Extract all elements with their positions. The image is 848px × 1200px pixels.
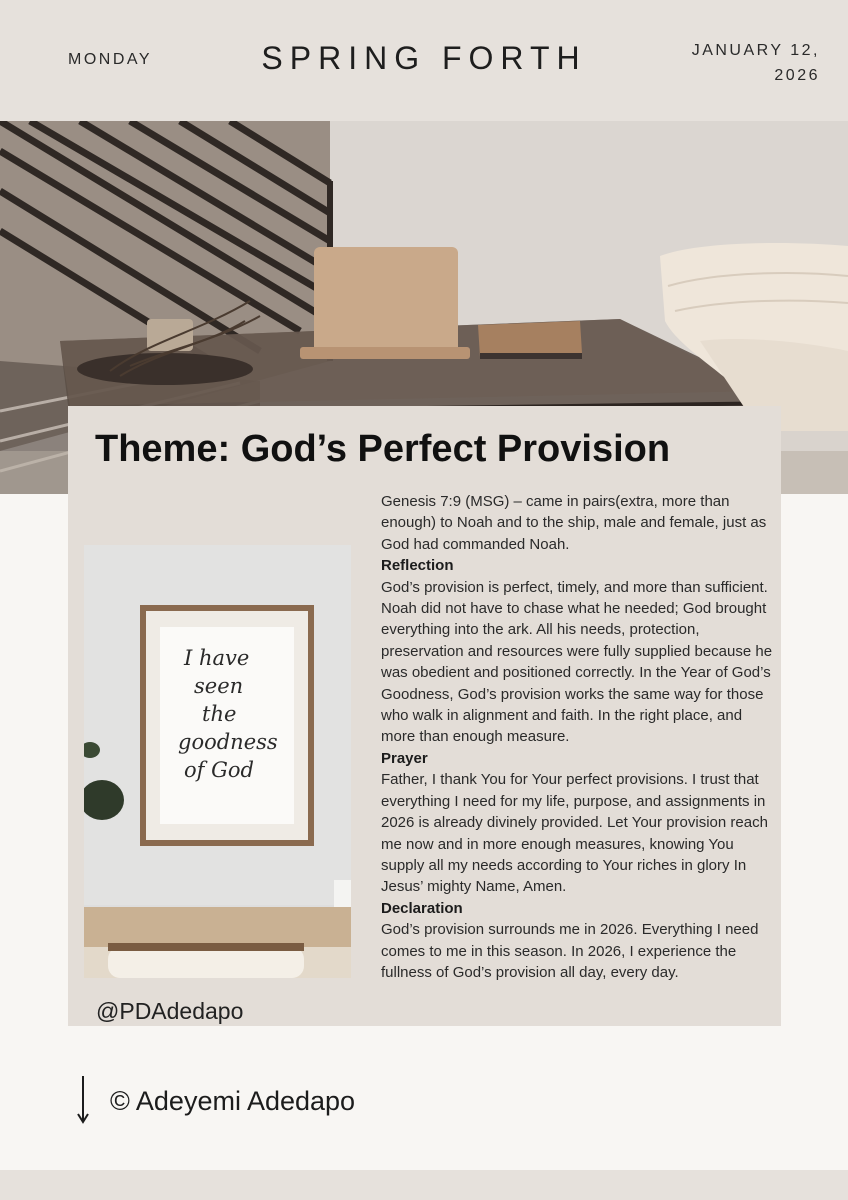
declaration-heading: Declaration: [381, 899, 463, 917]
header-band: [0, 0, 848, 121]
quote-line-5: of God: [184, 758, 254, 782]
footer-band: [0, 1170, 848, 1200]
scripture-text: Genesis 7:9 (MSG) – came in pairs(extra, more than enough) to Noah and to the ship, male and female, just as God had commanded Noah.: [381, 493, 767, 553]
date-line-2: 2026: [774, 67, 820, 84]
quote-line-4: goodness: [178, 730, 278, 754]
date-label: [640, 38, 820, 88]
copyright-text: © Adeyemi Adedapo: [110, 1086, 356, 1116]
prayer-heading: Prayer: [381, 749, 428, 767]
framed-quote-photo-icon: [84, 545, 351, 978]
quote-line-3: the: [202, 702, 237, 726]
date-line-1: JANUARY 12,: [691, 42, 820, 59]
devotional-text: [381, 491, 776, 983]
reflection-heading: Reflection: [381, 557, 454, 575]
quote-line-1: I have: [184, 646, 250, 670]
quote-line-2: seen: [194, 674, 244, 698]
theme-heading: Theme: God’s Perfect Provision: [95, 428, 671, 470]
prayer-text: Father, I thank You for Your perfect provisions. I trust that everything I need for my life, purpose, and assignments in 2026 is already divinely provided. Let Your provision reach me now and in more enough measures, knowing You supply all my needs according to Your riches in glory In Jesus’ mighty Name, Amen.: [381, 771, 768, 896]
day-label: MONDAY: [68, 51, 153, 68]
declaration-text: God’s provision surrounds me in 2026. Everything I need comes to me in this season. In 2026, I experience the fullness of God’s provision all day, every day.: [381, 921, 759, 981]
reflection-text: God’s provision is perfect, timely, and more than sufficient. Noah did not have to chase what he needed; God brought everything into the ark. All his needs, protection, preservation and resources were fully supplied because he was obedient and positioned correctly. In the Year of God’s Goodness, God’s provision works the same way for those who walk in alignment and faith. In the right place, and more than enough measure.: [381, 578, 773, 746]
framed-quote-photo: [84, 545, 351, 978]
author-handle: @PDAdedapo: [96, 998, 244, 1024]
page-title: SPRING FORTH: [261, 40, 587, 76]
arrow-down-icon: [76, 1076, 90, 1124]
